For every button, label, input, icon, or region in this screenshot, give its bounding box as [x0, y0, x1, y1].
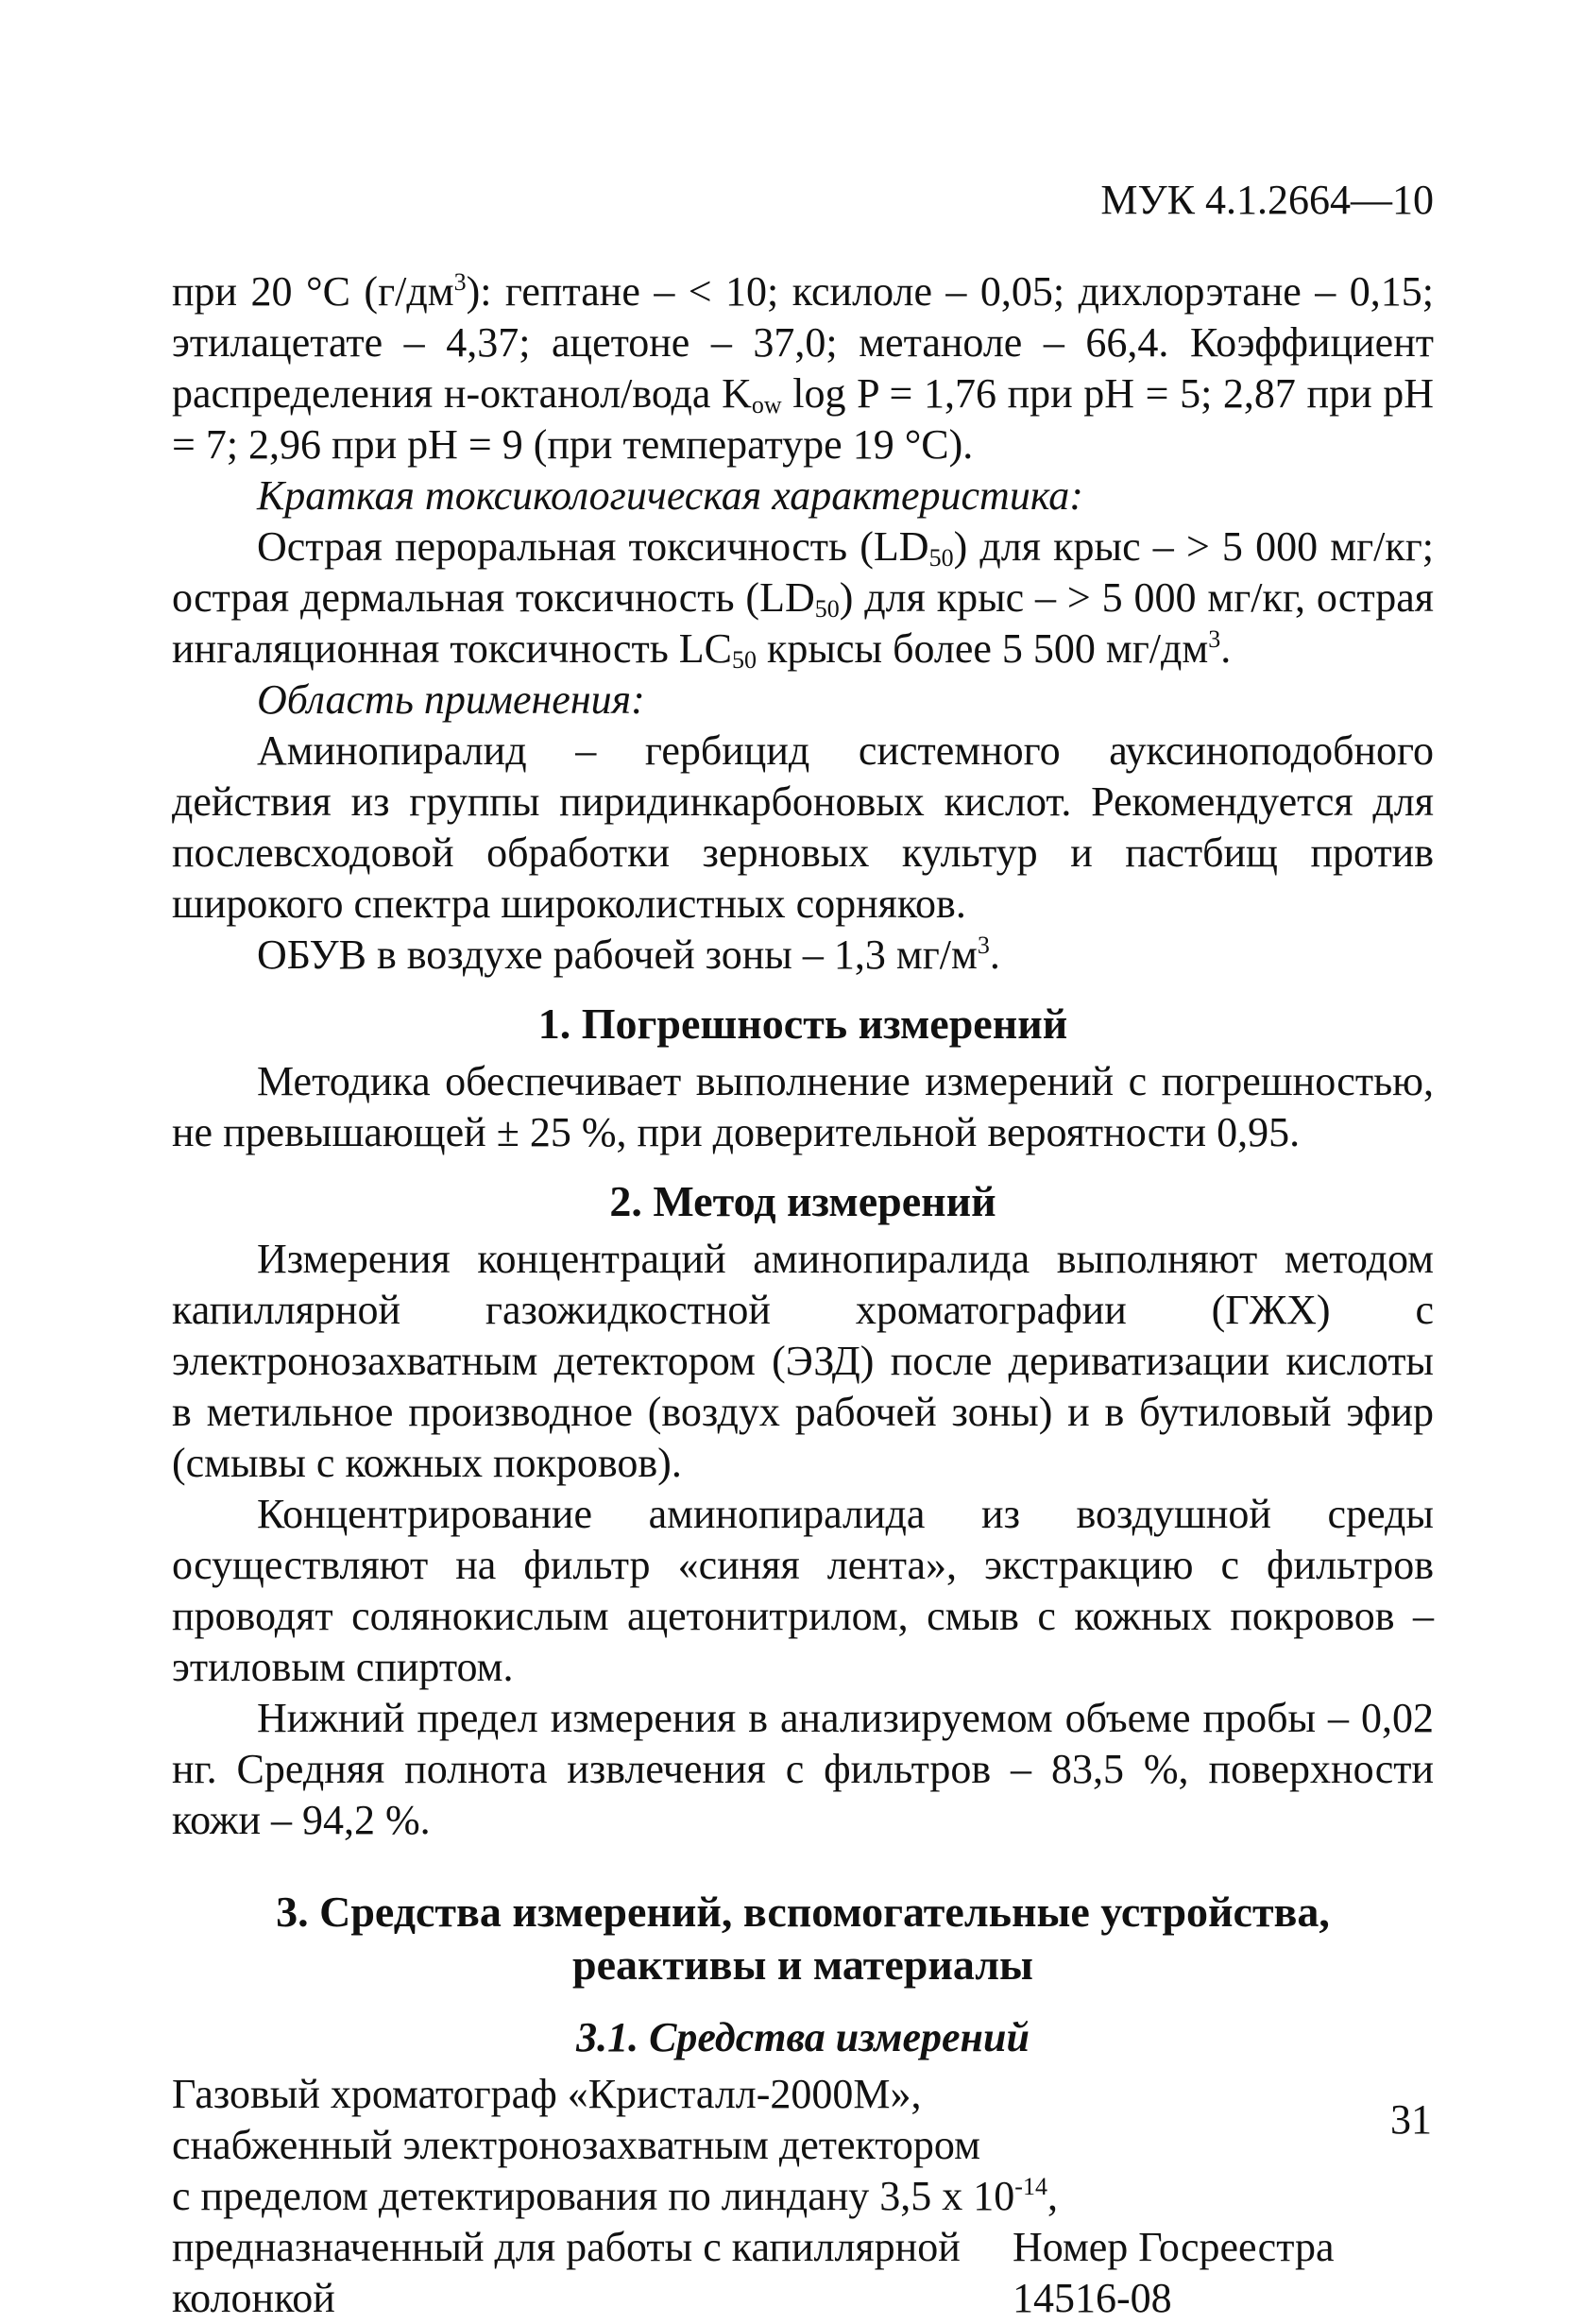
section-1-title: 1. Погрешность измерений: [537, 1000, 1068, 1048]
section-2-paragraph-3: Нижний предел измерения в анализируемом объеме пробы – 0,02 нг. Средняя полнота извлечения с фильтров – 83,5 %, поверхности кожи – 94,2 %.: [172, 1695, 1434, 1843]
dm3-superscript-2: 3: [1208, 625, 1221, 653]
solubility-text-3: log P = 1,76 при pH = 5; 2,87 при pH = 7; 2,96 при pH = 9 (при температуре 19 °С).: [172, 370, 1434, 468]
section-1-paragraph: Методика обеспечивает выполнение измерений с погрешностью, не превышающей ± 25 %, при доверительной вероятности 0,95.: [172, 1058, 1434, 1155]
equipment-line-1: Газовый хроматограф «Кристалл-2000М»,: [172, 2071, 922, 2117]
equipment-line-4: предназначенный для работы с капиллярной: [172, 2224, 961, 2270]
registry-number: 14516-08: [1013, 2275, 1172, 2321]
section-2-title: 2. Метод измерений: [609, 1177, 996, 1225]
section-2-paragraph-2: Концентрирование аминопиралида из воздушной среды осуществляют на фильтр «синяя лента», экстракцию с фильтров проводят солянокислым ацетонитрилом, смыв с кожных покровов – этиловым спиртом.: [172, 1491, 1434, 1690]
ld50-subscript-2: 50: [814, 595, 840, 623]
equipment-row-5: [172, 2273, 1434, 2324]
tox-text-4: крысы более 5 500 мг/дм: [757, 625, 1209, 672]
kow-subscript: ow: [751, 391, 782, 419]
tox-heading: Краткая токсикологическая характеристика:: [257, 472, 1083, 519]
tox-text-1: Острая пероральная токсичность (LD: [257, 523, 929, 570]
equipment-list: [172, 2069, 1434, 2324]
registry-label: Номер Госреестра: [1013, 2224, 1335, 2270]
obuv-text: ОБУВ в воздухе рабочей зоны – 1,3 мг/м: [257, 931, 978, 978]
lc50-subscript: 50: [732, 646, 757, 674]
tox-text-5: .: [1220, 625, 1232, 672]
section-3-title-line-2: реактивы и материалы: [572, 1940, 1033, 1989]
section-3-title-line-1: 3. Средства измерений, вспомогательные устройства,: [276, 1888, 1330, 1936]
application-heading: Область применения:: [257, 676, 645, 723]
subsection-3-1-title: 3.1. Средства измерений: [576, 2014, 1030, 2060]
section-spacer: [172, 1846, 1434, 1869]
solubility-text-1: при 20 °С (г/дм: [172, 268, 454, 315]
ld50-subscript: 50: [928, 544, 954, 572]
equipment-line-3: [172, 2171, 1434, 2222]
document-code: МУК 4.1.2664—10: [1100, 177, 1434, 223]
dm3-superscript: 3: [453, 268, 467, 296]
document-body: [172, 266, 1434, 2324]
equipment-row-4: [172, 2222, 1434, 2273]
application-paragraph: Аминопиралид – гербицид системного ауксиноподобного действия из группы пиридинкарбоновых кислот. Рекомендуется для послевсходовой обработки зерновых культур и пастбищ против широкого спектра широколистных сорняков.: [172, 727, 1434, 927]
solubility-text-2: ): гептане – < 10; ксилоле – 0,05; дихлорэтане – 0,15; этилацетате – 4,37; ацетоне – 37,0; метаноле – 66,4. Коэффициент распределения н-октанол/вода K: [172, 268, 1434, 417]
tox-text-2: ) для крыс – > 5 000 мг/кг; острая дермальная токсичность (LD: [172, 523, 1435, 621]
page-number: 31: [1390, 2096, 1432, 2143]
obuv-end: .: [989, 931, 1000, 978]
section-2-paragraph-1: Измерения концентраций аминопиралида выполняют методом капиллярной газожидкостной хроматографии (ГЖХ) с электронозахватным детектором (ЭЗД) после дериватизации кислоты в метильное производное (воздух рабочей зоны) и в бутиловый эфир (смывы с кожных покровов).: [172, 1236, 1434, 1486]
equipment-line-3-text: с пределом детектирования по линдану 3,5 х 10: [172, 2173, 1015, 2219]
m3-superscript: 3: [977, 931, 990, 959]
exponent-superscript: -14: [1014, 2173, 1047, 2200]
tox-paragraph: [172, 521, 1434, 675]
obuv-paragraph: [172, 930, 1434, 981]
equipment-line-2: снабженный электронозахватным детектором: [172, 2122, 980, 2168]
tox-text-3: ) для крыс – > 5 000 мг/кг, острая ингаляционная токсичность LC: [172, 574, 1434, 672]
section-3-title: [172, 1886, 1434, 1991]
equipment-line-3-end: ,: [1047, 2173, 1058, 2219]
solubility-paragraph: [172, 266, 1434, 470]
equipment-line-5: колонкой: [172, 2275, 335, 2321]
